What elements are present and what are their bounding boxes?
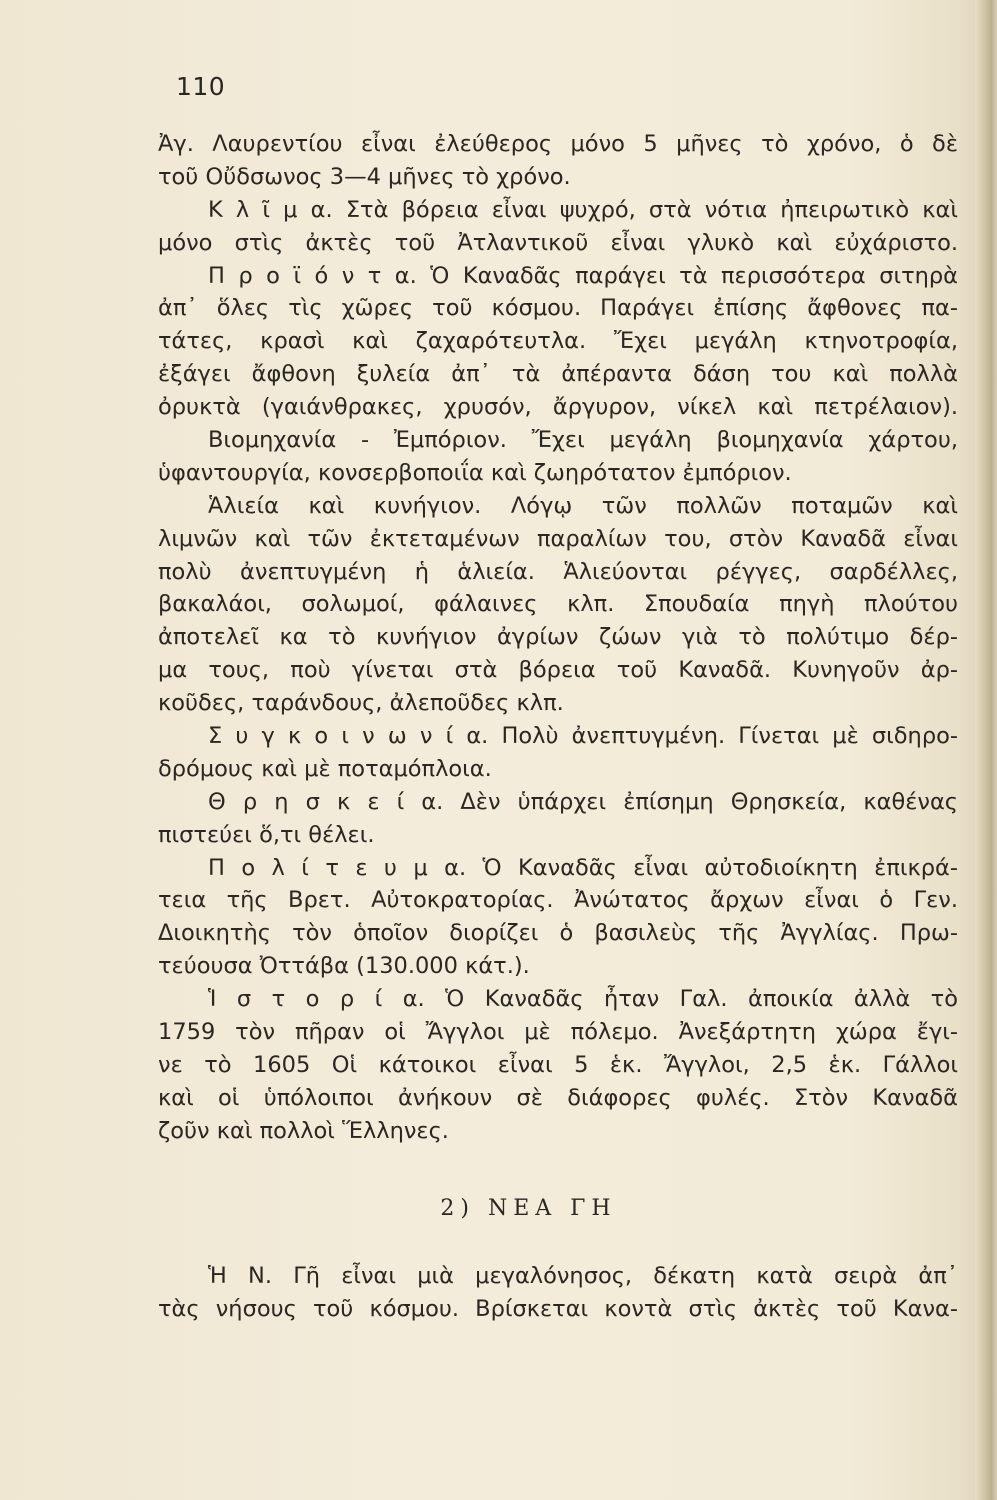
text-line: Ἡ Ν. Γῆ εἶναι μιὰ μεγαλόνησος, δέκατη κατὰ σειρὰ ἀπ᾽ xyxy=(208,1263,958,1289)
text-line: 1759 τὸν πῆραν οἱ Ἄγγλοι μὲ πόλεμο. Ἀνεξάρτητη χώρα ἔγι- xyxy=(158,1019,958,1046)
text-line: βακαλάοι, σολωμοί, φάλαινες κλπ. Σπουδαία πηγὴ πλούτου xyxy=(158,591,958,618)
text-line: Ἀγ. Λαυρεντίου εἶναι ἐλεύθερος μόνο 5 μῆνες τὸ χρόνο, ὁ δὲ xyxy=(158,131,958,157)
text-line: μόνο στὶς ἀκτὲς τοῦ Ἀτλαντικοῦ εἶναι γλυκὸ καὶ εὐχάριστο. xyxy=(158,229,958,256)
page-edge xyxy=(975,0,997,1500)
text-line: Διοικητὴς τὸν ὁποῖον διορίζει ὁ βασιλεὺς τῆς Ἀγγλίας. Πρω- xyxy=(158,920,958,947)
section-fishing: Ἁλιεία καὶ κυνήγιον. Λόγῳ τῶν πολλῶν ποταμῶν καὶ xyxy=(208,492,958,519)
body-text-continued xyxy=(158,1260,958,1326)
section-heading: 2) ΝΕΑ ΓΗ xyxy=(440,1196,617,1221)
section-history: Ἱ σ τ ο ρ ί α. Ὁ Καναδᾶς ἦταν Γαλ. ἀποικία ἀλλὰ τὸ xyxy=(208,986,958,1013)
text-line: ὑφαντουργία, κονσερβοποιΐα καὶ ζωηρότατον ἐμπόριον. xyxy=(158,459,792,486)
text-line: δρόμους καὶ μὲ ποταμόπλοια. xyxy=(158,755,492,782)
text-line: τάτες, κρασὶ καὶ ζαχαρότευτλα. Ἔχει μεγάλη κτηνοτροφία, xyxy=(158,328,958,355)
page-number: 110 xyxy=(176,72,226,101)
body-text xyxy=(158,128,958,1148)
text-line: νε τὸ 1605 Οἱ κάτοικοι εἶναι 5 ἑκ. Ἄγγλοι, 2,5 ἑκ. Γάλλοι xyxy=(158,1051,958,1078)
text-line: ζοῦν καὶ πολλοὶ Ἕλληνες. xyxy=(158,1117,449,1144)
text-line: πιστεύει ὅ,τι θέλει. xyxy=(158,821,375,848)
section-products: Π ρ ο ϊ ό ν τ α. Ὁ Καναδᾶς παράγει τὰ περισσότερα σιτηρὰ xyxy=(208,262,958,289)
text-line: ἐξάγει ἄφθονη ξυλεία ἀπ᾽ τὰ ἀπέραντα δάση του καὶ πολλὰ xyxy=(158,361,958,388)
section-religion: Θ ρ η σ κ ε ί α. Δὲν ὑπάρχει ἐπίσημη Θρησκεία, καθένας xyxy=(208,788,958,815)
section-industry: Βιομηχανία - Ἐμπόριον. Ἔχει μεγάλη βιομηχανία χάρτου, xyxy=(208,427,958,454)
text-line: τεύουσα Ὀττάβα (130.000 κάτ.). xyxy=(158,953,530,980)
text-line: ἀπ᾽ ὅλες τὶς χῶρες τοῦ κόσμου. Παράγει ἐπίσης ἄφθονες πα- xyxy=(158,295,958,322)
section-climate: Κ λ ῖ μ α. Στὰ βόρεια εἶναι ψυχρό, στὰ νότια ἠπειρωτικὸ καὶ xyxy=(208,196,958,223)
text-line: μα τους, ποὺ γίνεται στὰ βόρεια τοῦ Καναδᾶ. Κυνηγοῦν ἀρ- xyxy=(158,657,958,684)
text-line: τὰς νήσους τοῦ κόσμου. Βρίσκεται κοντὰ στὶς ἀκτὲς τοῦ Κανα- xyxy=(158,1295,958,1322)
text-line: κοῦδες, ταράνδους, ἀλεποῦδες κλπ. xyxy=(158,690,564,717)
text-line: ἀποτελεῖ κα τὸ κυνήγιον ἀγρίων ζώων γιὰ τὸ πολύτιμο δέρ- xyxy=(158,624,958,651)
text-line: ὀρυκτὰ (γαιάνθρακες, χρυσόν, ἄργυρον, νίκελ καὶ πετρέλαιον). xyxy=(158,394,958,421)
text-line: λιμνῶν καὶ τῶν ἐκτεταμένων παραλίων του, στὸν Καναδᾶ εἶναι xyxy=(158,525,958,552)
section-government: Π ο λ ί τ ε υ μ α. Ὁ Καναδᾶς εἶναι αὐτοδιοίκητη ἐπικρά- xyxy=(208,854,958,881)
section-communications: Σ υ γ κ ο ι ν ω ν ί α. Πολὺ ἀνεπτυγμένη. Γίνεται μὲ σιδηρο- xyxy=(208,723,958,750)
text-line: τοῦ Οὔδσωνος 3—4 μῆνες τὸ χρόνο. xyxy=(158,163,571,190)
text-line: καὶ οἱ ὑπόλοιποι ἀνήκουν σὲ διάφορες φυλές. Στὸν Καναδᾶ xyxy=(158,1084,958,1111)
text-line: πολὺ ἀνεπτυγμένη ἡ ἁλιεία. Ἁλιεύονται ρέγγες, σαρδέλλες, xyxy=(158,558,958,585)
text-line: τεια τῆς Βρετ. Αὐτοκρατορίας. Ἀνώτατος ἄρχων εἶναι ὁ Γεν. xyxy=(158,887,958,914)
